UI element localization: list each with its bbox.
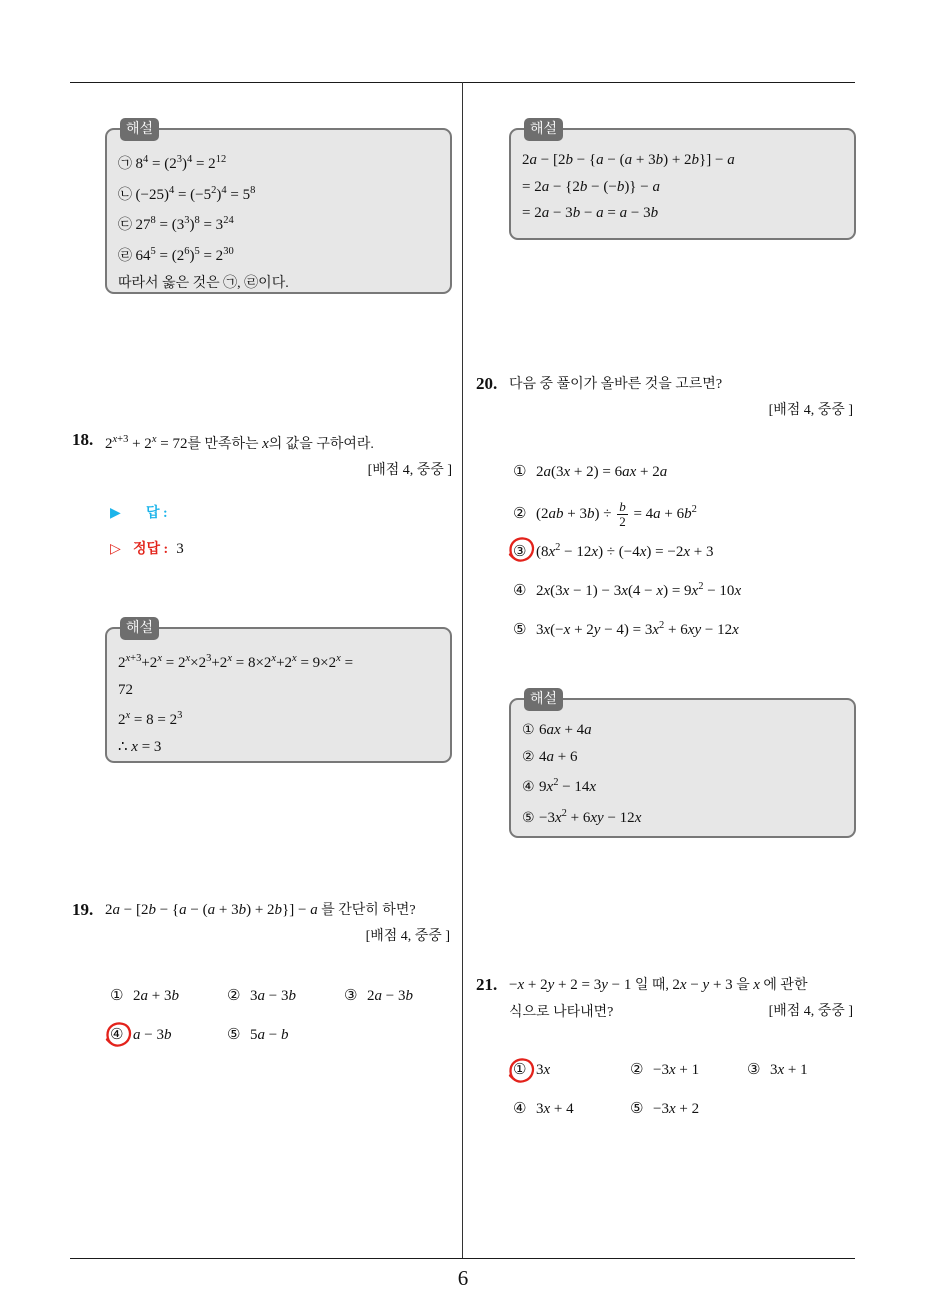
- math-run: −3x + 1: [653, 1062, 700, 1078]
- text-run: 에 관한: [759, 978, 808, 993]
- question-number: 19.: [72, 900, 94, 919]
- math-run: 72: [118, 681, 133, 698]
- solution-line: [118, 147, 440, 178]
- points-label: [배점 4, 중중 ]: [367, 463, 452, 478]
- question-number: 20.: [476, 374, 498, 393]
- question-19-options: [110, 976, 461, 1053]
- option-expression: [536, 1061, 550, 1078]
- superscript: 8: [150, 215, 156, 227]
- answer-circle-mark-icon: [506, 534, 536, 564]
- option-expression: [250, 1026, 288, 1043]
- text-run: ㉠: [118, 157, 136, 172]
- solution-line: [118, 239, 440, 270]
- text-run: 를 만족하는: [187, 437, 263, 452]
- option-expression: [536, 543, 713, 560]
- math-run: = 8 = 2: [130, 712, 178, 729]
- answer-option: [513, 568, 741, 607]
- math-run: −3x + 2: [653, 1100, 700, 1117]
- text-run: 일 때,: [631, 978, 673, 993]
- fraction-denominator: 2: [619, 513, 626, 529]
- option-expression: [536, 582, 741, 599]
- superscript: 2: [555, 542, 561, 554]
- math-run: 2a − 3b: [367, 988, 413, 1004]
- superscript: 4: [168, 184, 175, 196]
- solution-line: [522, 744, 844, 771]
- superscript: x: [151, 434, 157, 445]
- solution-line: [118, 646, 440, 677]
- math-run: 9x: [539, 779, 554, 796]
- question-body: [509, 972, 853, 1026]
- option-number: ①: [513, 1060, 527, 1078]
- solution-line: [522, 801, 844, 832]
- question-text: [509, 371, 853, 398]
- answer-option: [513, 529, 741, 568]
- option-number: ④: [513, 1098, 527, 1117]
- math-run: −3x: [539, 810, 562, 827]
- solution-label: 해설: [524, 118, 563, 141]
- fraction-numerator: b: [619, 498, 626, 514]
- fraction: [617, 500, 628, 529]
- option-expression: [536, 1100, 574, 1117]
- solution-line: [522, 717, 844, 744]
- math-run: (8x: [536, 544, 556, 561]
- math-run: = (3: [155, 217, 185, 234]
- option-number: ⑤: [630, 1098, 644, 1117]
- math-run: 2x(3x − 1) − 3x(4 − x) = 9x: [536, 583, 699, 600]
- math-run: ∴ x = 3: [118, 739, 162, 756]
- question-text-line-2: [509, 999, 853, 1026]
- question-text: [105, 897, 450, 924]
- solution-line: [118, 178, 440, 209]
- item-number: ①: [522, 722, 540, 738]
- text-run: 다음 중 풀이가 올바른 것을 고르면?: [509, 377, 723, 392]
- math-run: ): [216, 186, 222, 203]
- math-run: ): [189, 217, 195, 234]
- option-expression: [653, 1061, 699, 1078]
- solution-lines: [118, 646, 440, 761]
- answer-option: [110, 1015, 227, 1054]
- superscript: 3: [176, 154, 182, 165]
- text-run: 의 값을 구하여라.: [268, 437, 374, 452]
- question-text: [105, 427, 452, 458]
- superscript: 2: [211, 184, 217, 196]
- answer-prompt-label: 답 :: [146, 506, 168, 521]
- bottom-rule: [70, 1258, 855, 1259]
- math-run: 2a − [2b − {a − (a + 3b) + 2b}] − a: [105, 902, 318, 918]
- math-run: = 8×2: [231, 655, 272, 671]
- math-run: = 2a − {2b − (−b)} − a: [522, 178, 660, 195]
- superscript: 30: [223, 246, 234, 258]
- math-run: x: [262, 436, 269, 452]
- answer-option: [630, 1089, 747, 1128]
- text-run: 를 간단히 하면?: [317, 903, 416, 918]
- question-number: 21.: [476, 975, 498, 994]
- math-run: = 72: [156, 436, 188, 452]
- option-expression: [770, 1061, 808, 1078]
- math-run: − 14x: [558, 779, 597, 796]
- text-run: 따라서 옳은 것은 ㉠, ㉣이다.: [118, 275, 289, 291]
- math-run: = (2: [155, 248, 185, 265]
- math-run: 2x − y + 3: [672, 977, 733, 993]
- superscript: 6: [184, 246, 190, 258]
- math-run: 3x(−x + 2y − 4) = 3x: [536, 621, 660, 638]
- answer-option: [630, 1050, 747, 1089]
- option-expression: [536, 621, 739, 638]
- math-run: 3x: [536, 1062, 551, 1078]
- question-21-options: [513, 1050, 864, 1127]
- option-number: ④: [110, 1024, 124, 1043]
- text-run: 을: [732, 978, 754, 993]
- option-expression: [536, 498, 697, 529]
- solution-line: [118, 208, 440, 239]
- answer-key: [110, 536, 184, 563]
- superscript: 4: [186, 154, 193, 165]
- answer-option: [227, 976, 344, 1015]
- option-number: ②: [630, 1060, 644, 1078]
- superscript: 5: [194, 246, 200, 258]
- option-number: ③: [747, 1060, 761, 1078]
- math-run: = 5: [226, 186, 251, 203]
- superscript: x: [271, 653, 277, 664]
- superscript: x+3: [112, 434, 129, 445]
- question-body: [509, 371, 853, 424]
- question-21: [476, 972, 853, 1026]
- solution-line: [522, 174, 844, 201]
- math-run: x: [753, 977, 760, 993]
- superscript: 2: [691, 503, 697, 515]
- math-run: ): [181, 156, 187, 172]
- math-run: +2: [141, 655, 158, 671]
- answer-option: [513, 491, 741, 530]
- question-text-line-1: [509, 972, 853, 999]
- outline-triangle-icon: ▷: [110, 541, 121, 557]
- math-run: = 9×2: [296, 655, 337, 671]
- superscript: 3: [177, 710, 183, 722]
- text-run: ㉡: [118, 187, 136, 203]
- answer-option: [513, 452, 741, 491]
- superscript: x: [157, 653, 162, 664]
- superscript: 3: [184, 215, 190, 227]
- superscript: 8: [250, 184, 256, 196]
- math-run: 4a + 6: [539, 748, 578, 765]
- solution-line: [522, 770, 844, 801]
- text-run: ㉣: [118, 249, 136, 265]
- option-number: ③: [513, 542, 527, 561]
- superscript: 4: [143, 154, 149, 165]
- option-expression: [133, 987, 179, 1004]
- math-run: 6ax + 4a: [539, 722, 592, 738]
- option-number: ④: [513, 581, 527, 600]
- option-number: ②: [513, 503, 527, 522]
- superscript: x+3: [125, 653, 142, 664]
- math-run: 64: [135, 248, 151, 265]
- superscript: 5: [150, 246, 156, 258]
- points-label: [배점 4, 중중 ]: [768, 403, 853, 418]
- solution-line: [118, 677, 440, 704]
- question-body: [105, 897, 450, 950]
- option-number: ⑤: [227, 1024, 241, 1043]
- math-run: +2: [276, 655, 293, 671]
- option-expression: [367, 987, 413, 1004]
- math-run: + 6xy − 12x: [664, 621, 739, 638]
- math-run: 2a(3x + 2) = 6ax + 2a: [536, 464, 668, 480]
- option-number: ①: [513, 462, 527, 480]
- math-run: ×2: [190, 655, 207, 671]
- points-label: [배점 4, 중중 ]: [365, 929, 450, 944]
- math-run: 27: [135, 217, 151, 234]
- math-run: 2a − [2b − {a − (a + 3b) + 2b}] − a: [522, 152, 735, 168]
- superscript: 2: [659, 619, 665, 631]
- solution-lines: [118, 147, 440, 297]
- math-run: = 2: [192, 156, 216, 172]
- superscript: 12: [215, 154, 227, 165]
- math-run: 2: [118, 655, 126, 671]
- points-label: [배점 4, 중중 ]: [768, 1004, 853, 1019]
- question-19: [72, 897, 450, 950]
- page-number: 6: [457, 1266, 469, 1290]
- answer-option: [747, 1050, 864, 1089]
- solution-line: [522, 147, 844, 174]
- option-expression: [250, 987, 296, 1004]
- math-run: 3a − 3b: [250, 988, 296, 1004]
- solution-lines: [522, 717, 844, 832]
- math-run: =: [340, 655, 354, 671]
- solution-lines: [522, 147, 844, 227]
- item-number: ②: [522, 748, 540, 765]
- superscript: x: [336, 653, 341, 664]
- superscript: x: [292, 653, 297, 664]
- answer-option: [227, 1015, 344, 1054]
- solution-line: [522, 200, 844, 227]
- math-run: 5a − b: [250, 1026, 289, 1043]
- math-run: = 2a − 3b − a = a − 3b: [522, 205, 659, 222]
- option-number: ③: [344, 986, 358, 1004]
- math-run: 3x + 1: [770, 1062, 808, 1078]
- superscript: 4: [221, 184, 227, 196]
- superscript: 8: [194, 215, 200, 227]
- math-run: −x + 2y + 2 = 3y − 1: [509, 977, 632, 993]
- option-number: ⑤: [513, 619, 527, 638]
- math-run: = (2: [148, 156, 177, 172]
- superscript: 2: [698, 581, 704, 593]
- question-18: [72, 427, 452, 484]
- math-run: ): [189, 248, 195, 265]
- item-number: ⑤: [522, 810, 540, 827]
- math-run: + 2: [128, 436, 152, 452]
- item-number: ④: [522, 779, 540, 796]
- filled-triangle-icon: ▶: [110, 505, 121, 521]
- superscript: 24: [223, 215, 234, 227]
- option-number: ②: [227, 986, 241, 1004]
- option-number: ①: [110, 986, 124, 1004]
- math-run: 2: [105, 436, 113, 452]
- question-body: [105, 427, 452, 484]
- solution-line: [118, 703, 440, 734]
- solution-label: 해설: [120, 617, 159, 640]
- math-run: (−25): [135, 186, 169, 203]
- answer-key-value: 3: [176, 541, 184, 557]
- math-run: (2ab + 3b) ÷: [536, 505, 616, 522]
- superscript: x: [185, 653, 191, 664]
- math-run: − 12x) ÷ (−4x) = −2x + 3: [560, 544, 714, 561]
- answer-option: [344, 976, 461, 1015]
- text-run: 식으로 나타내면?: [509, 1005, 614, 1020]
- answer-option: [513, 1089, 630, 1128]
- option-expression: [653, 1100, 699, 1117]
- solution-box-17: [105, 122, 452, 294]
- solution-box-20: [509, 692, 856, 838]
- math-run: +2: [211, 655, 228, 671]
- answer-key-label: 정답 :: [133, 542, 169, 557]
- answer-option: [513, 607, 741, 646]
- option-expression: [536, 463, 667, 480]
- option-expression: [133, 1026, 171, 1043]
- solution-label: 해설: [120, 118, 159, 141]
- math-run: 2a + 3b: [133, 988, 179, 1004]
- solution-box-19: [509, 122, 856, 240]
- solution-label: 해설: [524, 688, 563, 711]
- math-run: = 2: [161, 655, 186, 671]
- question-20: [476, 371, 853, 424]
- answer-option: [513, 1050, 630, 1089]
- superscript: x: [227, 653, 232, 664]
- math-run: + 6xy − 12x: [566, 810, 642, 827]
- superscript: x: [125, 710, 131, 722]
- math-run: 3x + 4: [536, 1100, 574, 1117]
- answer-prompt: [110, 500, 168, 527]
- math-run: = 3: [199, 217, 224, 234]
- math-run: = (−5: [174, 186, 212, 203]
- solution-line: [118, 734, 440, 761]
- superscript: 2: [553, 777, 559, 789]
- math-run: − 10x: [703, 583, 742, 600]
- math-run: a − 3b: [133, 1026, 172, 1043]
- question-number: 18.: [72, 430, 94, 449]
- solution-line: [118, 270, 440, 297]
- solution-box-18: [105, 621, 452, 763]
- math-run: = 2: [199, 248, 224, 265]
- math-run: 2: [118, 712, 126, 729]
- question-text-line-2-text: [509, 1003, 613, 1020]
- answer-option: [110, 976, 227, 1015]
- column-divider: [462, 82, 463, 1258]
- text-run: ㉢: [118, 218, 136, 234]
- superscript: 2: [561, 808, 567, 820]
- answer-circle-mark-icon: [506, 1055, 536, 1085]
- math-run: = 4a + 6b: [629, 505, 692, 522]
- question-20-options: [513, 452, 741, 645]
- answer-circle-mark-icon: [103, 1019, 133, 1049]
- math-run: 8: [135, 156, 143, 172]
- superscript: 3: [206, 653, 212, 664]
